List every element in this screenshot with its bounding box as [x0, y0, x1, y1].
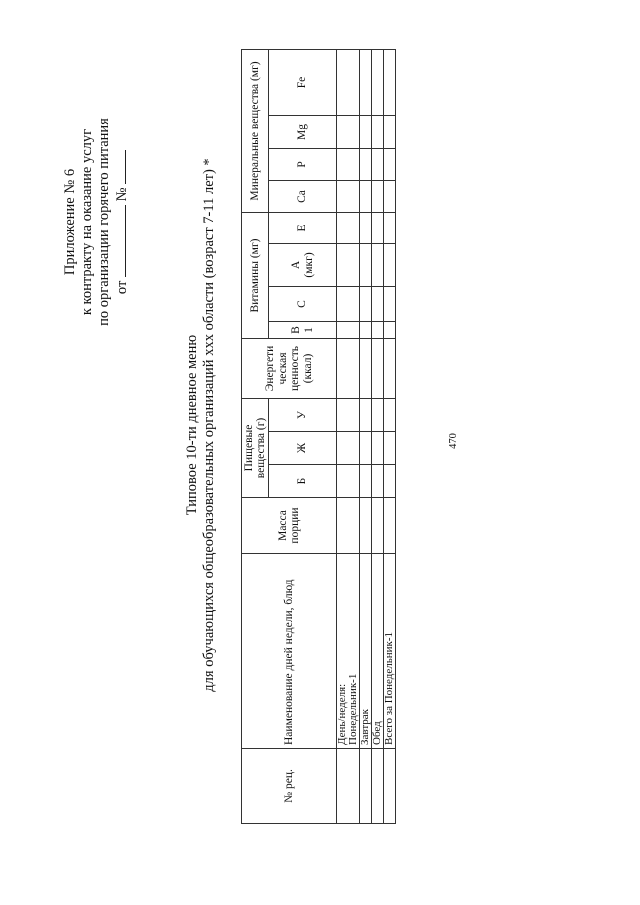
header-carbs: У — [269, 398, 337, 431]
table-cell — [360, 115, 372, 148]
table-cell — [384, 212, 396, 243]
table-cell — [372, 398, 384, 431]
table-row — [384, 49, 396, 823]
header-p: P — [269, 148, 337, 180]
annex-date-blank — [113, 205, 126, 277]
table-cell — [372, 212, 384, 243]
annex-number-blank — [113, 150, 126, 184]
annex-line-1: Приложение № 6 — [62, 168, 78, 276]
header-portion-mass: Масса порции — [242, 498, 337, 554]
annex-heading — [62, 72, 131, 372]
table-cell — [360, 49, 372, 115]
table-cell — [360, 749, 372, 824]
table-cell — [337, 498, 360, 554]
header-mg: Mg — [269, 115, 337, 148]
row-name — [337, 554, 360, 749]
annex-number-label: № — [114, 187, 130, 202]
header-minerals-group: Минеральные вещества (мг) — [242, 49, 269, 212]
annex-from-label: от — [114, 280, 130, 295]
table-cell — [337, 321, 360, 338]
table-cell — [337, 398, 360, 431]
table-cell — [384, 432, 396, 465]
table-header-row-1 — [242, 49, 269, 823]
table-cell — [337, 338, 360, 398]
table-cell — [372, 465, 384, 498]
annex-line-3: по организации горячего питания — [96, 118, 112, 326]
table-cell — [337, 115, 360, 148]
table-cell — [384, 465, 396, 498]
row-name: Обед — [372, 554, 384, 749]
annex-line-2: к контракту на оказание услуг — [79, 128, 95, 316]
table-cell — [360, 148, 372, 180]
table-cell — [372, 115, 384, 148]
row-name-line-1: День/неделя: — [336, 683, 348, 745]
header-vit-a: А (мкг) — [269, 243, 337, 286]
header-fat: Ж — [269, 432, 337, 465]
table-cell — [337, 148, 360, 180]
row-name: Завтрак — [360, 554, 372, 749]
annex-line-4 — [113, 72, 131, 372]
table-cell — [384, 749, 396, 824]
table-cell — [337, 432, 360, 465]
table-cell — [372, 49, 384, 115]
table-cell — [384, 498, 396, 554]
table-cell — [384, 148, 396, 180]
page-number: 470 — [448, 433, 459, 449]
table-cell — [360, 465, 372, 498]
table-cell — [372, 498, 384, 554]
table-cell — [360, 321, 372, 338]
row-name-line-2: Понедельник-1 — [347, 673, 359, 745]
header-protein: Б — [269, 465, 337, 498]
header-vit-e: Е — [269, 212, 337, 243]
table-cell — [384, 398, 396, 431]
header-name: Наименование дней недели, блюд — [242, 554, 337, 749]
table-cell — [337, 212, 360, 243]
header-vitamins-group: Витамины (мг) — [242, 212, 269, 338]
table-cell — [384, 338, 396, 398]
header-nutrients-group: Пищевые вещества (г) — [242, 398, 269, 497]
table-cell — [372, 338, 384, 398]
table-cell — [372, 321, 384, 338]
table-cell — [337, 749, 360, 824]
header-energy: Энергети ческая ценность (ккал) — [242, 338, 337, 398]
table-cell — [384, 321, 396, 338]
table-cell — [372, 749, 384, 824]
table-row — [372, 49, 384, 823]
table-cell — [360, 498, 372, 554]
menu-title — [184, 45, 218, 805]
menu-table — [241, 49, 396, 824]
table-cell — [384, 115, 396, 148]
table-cell — [384, 180, 396, 212]
table-cell — [360, 432, 372, 465]
table-cell — [337, 49, 360, 115]
table-cell — [384, 243, 396, 286]
table-row — [337, 49, 360, 823]
table-cell — [360, 338, 372, 398]
table-cell — [337, 465, 360, 498]
table-cell — [372, 432, 384, 465]
table-cell — [360, 286, 372, 321]
header-vit-b1: В 1 — [269, 321, 337, 338]
row-name: Всего за Понедельник-1 — [384, 554, 396, 749]
table-cell — [372, 286, 384, 321]
table-row — [360, 49, 372, 823]
table-cell — [372, 148, 384, 180]
table-cell — [337, 180, 360, 212]
table-cell — [372, 180, 384, 212]
menu-title-line-2: для обучающихся общеобразовательных организаций xxx области (возраст 7-11 лет) * — [201, 158, 217, 692]
menu-title-line-1: Типовое 10-ти дневное меню — [184, 334, 200, 516]
header-fe: Fe — [269, 49, 337, 115]
table-cell — [384, 49, 396, 115]
table-cell — [337, 286, 360, 321]
table-cell — [372, 243, 384, 286]
table-cell — [360, 180, 372, 212]
table-cell — [360, 398, 372, 431]
table-cell — [360, 212, 372, 243]
table-cell — [384, 286, 396, 321]
table-cell — [360, 243, 372, 286]
header-ca: Ca — [269, 180, 337, 212]
header-recipe-no: № рец. — [242, 749, 337, 824]
table-cell — [337, 243, 360, 286]
header-vit-c: С — [269, 286, 337, 321]
